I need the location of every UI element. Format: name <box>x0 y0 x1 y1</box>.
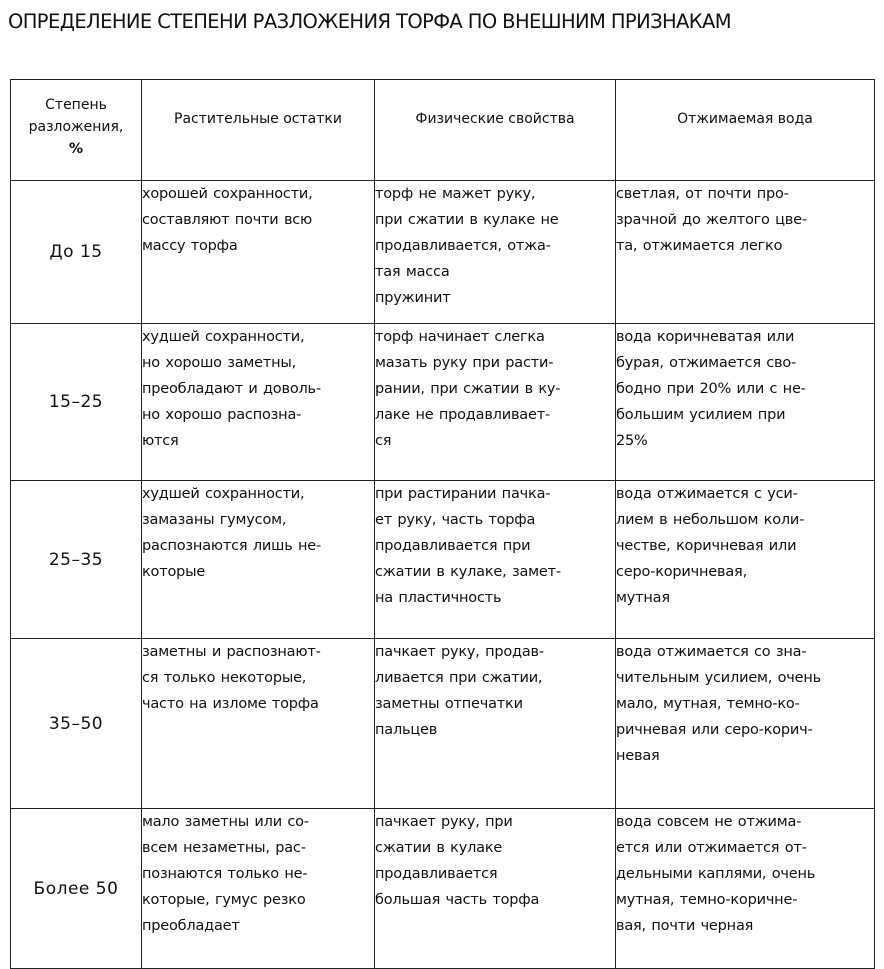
row-physical-properties: торф начинает слегка мазать руку при расти- рании, при сжатии в ку- лаке не продавливает- ся <box>375 324 616 481</box>
header-degree-line1: Степень <box>45 97 107 113</box>
row-degree: 25–35 <box>11 481 142 639</box>
table-row <box>11 639 875 809</box>
row-degree: 35–50 <box>11 639 142 809</box>
table-row <box>11 181 875 324</box>
row-plant-remains: хорошей сохранности, составляют почти всю массу торфа <box>142 181 375 324</box>
row-plant-remains: худшей сохранности, но хорошо заметны, преобладают и доволь- но хорошо распозна- ются <box>142 324 375 481</box>
header-degree-line3: % <box>68 141 84 157</box>
row-squeezed-water: вода совсем не отжима- ется или отжимается от- дельными каплями, очень мутная, темно-коричне- вая, почти черная <box>616 809 875 969</box>
row-plant-remains: худшей сохранности, замазаны гумусом, распознаются лишь не- которые <box>142 481 375 639</box>
page-title: ОПРЕДЕЛЕНИЕ СТЕПЕНИ РАЗЛОЖЕНИЯ ТОРФА ПО ВНЕШНИМ ПРИЗНАКАМ <box>8 10 731 33</box>
table-row <box>11 481 875 639</box>
row-degree: До 15 <box>11 181 142 324</box>
row-squeezed-water: светлая, от почти про- зрачной до желтого цве- та, отжимается легко <box>616 181 875 324</box>
row-physical-properties: пачкает руку, при сжатии в кулаке продавливается большая часть торфа <box>375 809 616 969</box>
row-plant-remains: заметны и распознают- ся только некоторые, часто на изломе торфа <box>142 639 375 809</box>
peat-decomposition-table <box>10 79 875 969</box>
row-physical-properties: торф не мажет руку, при сжатии в кулаке не продавливается, отжа- тая масса пружинит <box>375 181 616 324</box>
table-header-row <box>11 80 875 181</box>
table-row <box>11 809 875 969</box>
row-squeezed-water: вода отжимается со зна- чительным усилием, очень мало, мутная, темно-ко- ричневая или серо-корич- невая <box>616 639 875 809</box>
row-physical-properties: при растирании пачка- ет руку, часть торфа продавливается при сжатии в кулаке, замет- на пластичность <box>375 481 616 639</box>
header-degree-line2: разложения, <box>28 119 124 135</box>
header-plant-remains: Растительные остатки <box>142 80 375 181</box>
row-squeezed-water: вода коричневатая или бурая, отжимается сво- бодно при 20% или с не- большим усилием при 25% <box>616 324 875 481</box>
row-physical-properties: пачкает руку, продав- ливается при сжатии, заметны отпечатки пальцев <box>375 639 616 809</box>
row-degree: 15–25 <box>11 324 142 481</box>
header-physical-properties: Физические свойства <box>375 80 616 181</box>
header-degree <box>11 80 142 181</box>
row-squeezed-water: вода отжимается с уси- лием в небольшом коли- честве, коричневая или серо-коричневая, мутная <box>616 481 875 639</box>
row-plant-remains: мало заметны или со- всем незаметны, рас- познаются только не- которые, гумус резко преобладает <box>142 809 375 969</box>
header-squeezed-water: Отжимаемая вода <box>616 80 875 181</box>
row-degree: Более 50 <box>11 809 142 969</box>
table-row <box>11 324 875 481</box>
